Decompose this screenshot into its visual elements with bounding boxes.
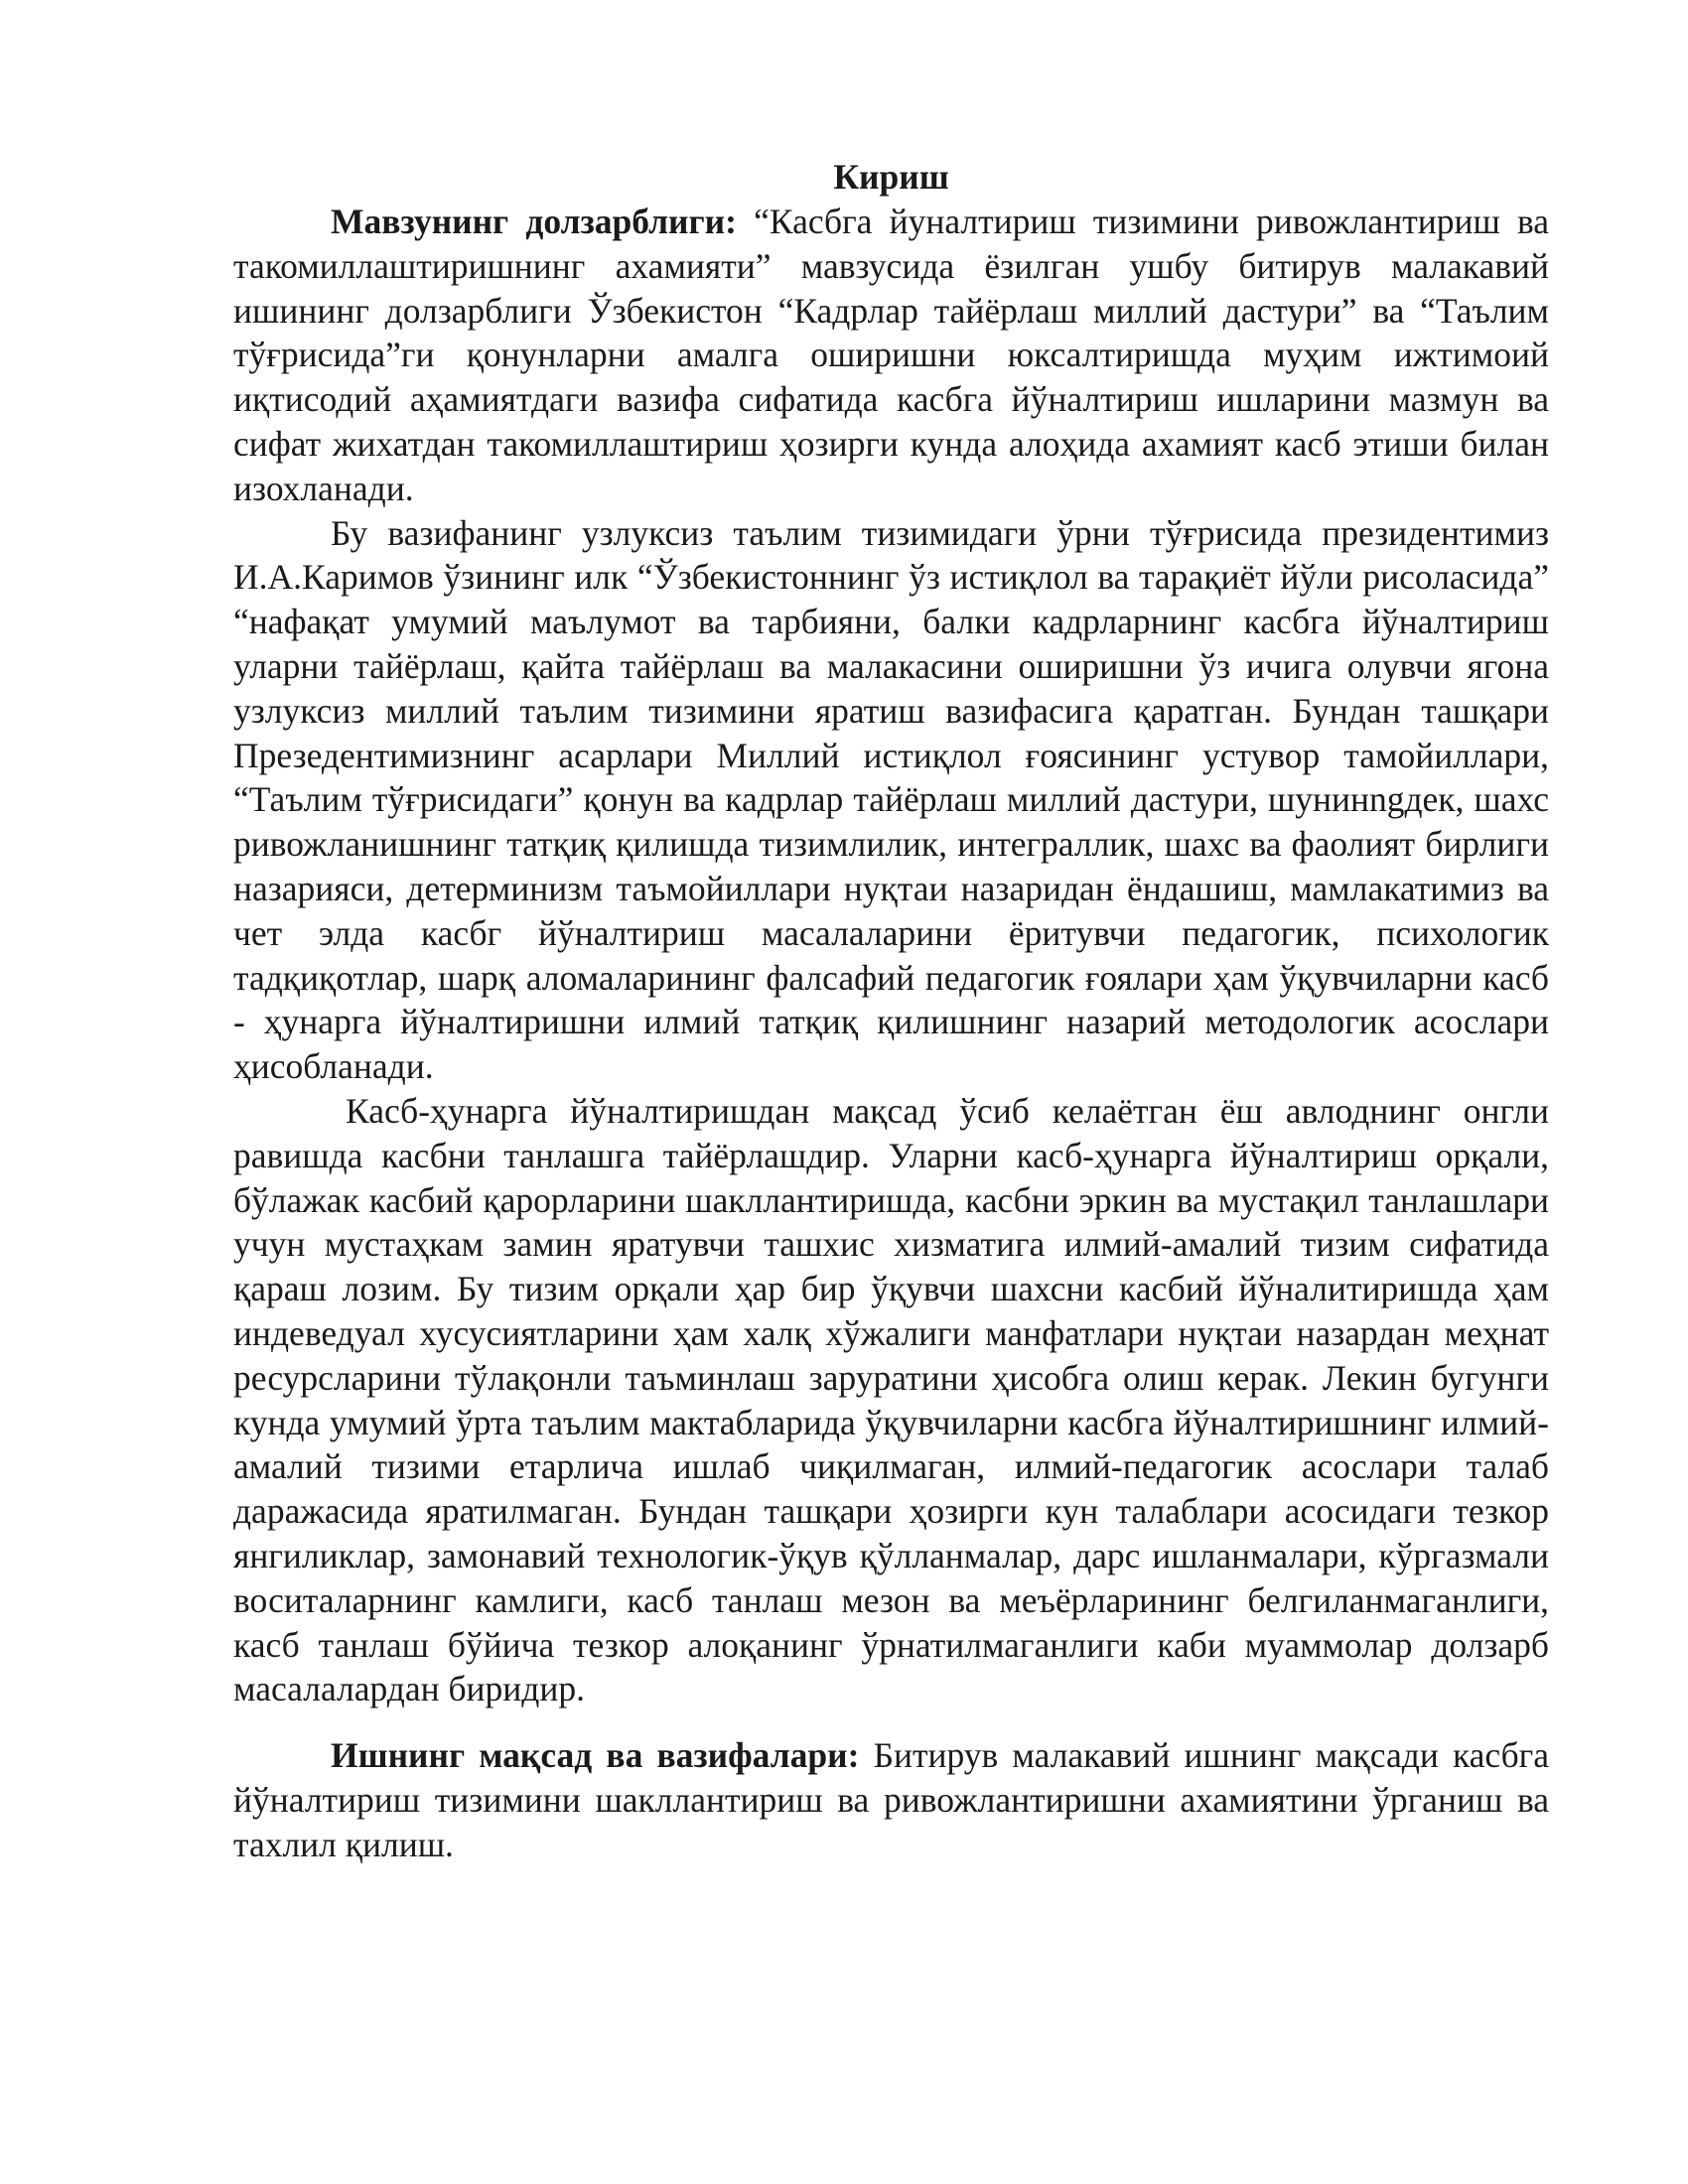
document-page	[233, 155, 1549, 1866]
aims-text: Битирув малакавий ишнинг мақсади касбга йўналтириш тизимини шакллантириш ва ривожлантиришни ахамиятини ўрганиш ва тахлил қилиш.	[233, 1735, 1549, 1864]
paragraph-career-guidance-goal	[233, 1089, 1549, 1711]
document-title: Кириш	[833, 157, 949, 197]
career-guidance-text: Касб-ҳунарга йўналтиришдан мақсад ўсиб келаётган ёш авлоднинг онгли равишда касбни танлашга тайёрлашдир. Уларни касб-ҳунарга йўналтириш орқали, бўлажак касбий қарорларини шакллантиришда, касбни эркин ва мустақил танлашлари учун мустаҳкам замин яратувчи ташхис хизматига илмий-амалий тизим сифатида қараш лозим. Бу тизим орқали ҳар бир ўқувчи шахсни касбий йўналитиришда ҳам индеведуал хусусиятларини ҳам халқ хўжалиги манфатлари нуқтаи назардан меҳнат ресурсларини тўлақонли таъминлаш заруратини ҳисобга олиш керак. Лекин бугунги кунда умумий ўрта таълим мактабларида ўқувчиларни касбга йўналтиришнинг илмий-амалий тизими етарлича ишлаб чиқилмаган, илмий-педагогик асослари талаб даражасида яратилмаган. Бундан ташқари ҳозирги кун талаблари асосидаги тезкор янгиликлар, замонавий технологик-ўқув қўлланмалар, дарс ишланмалари, кўргазмали воситаларнинг камлиги, касб танлаш мезон ва меъёрларининг белгиланмаганлиги, касб танлаш бўйича тезкор алоқанинг ўрнатилмаганлиги каби муаммолар долзарб масалалардан биридир.	[233, 1090, 1549, 1709]
paragraph-relevance	[233, 200, 1549, 511]
president-role-text: Бу вазифанинг узлуксиз таълим тизимидаги ўрни тўғрисида президентимиз И.А.Каримов ўзининг илк “Ўзбекистоннинг ўз истиқлол ва тарақиёт йўли рисоласида” “нафақат умумий маълумот ва тарбияни, балки кадрларнинг касбга йўналтириш уларни тайёрлаш, қайта тайёрлаш ва малакасини оширишни ўз ичига олувчи ягона узлуксиз миллий таълим тизимини яратиш вазифасига қаратган. Бундан ташқари Презедентимизнинг асарлари Миллий истиқлол ғоясининг устувор тамойиллари, “Таълим тўғрисидаги” қонун ва кадрлар тайёрлаш миллий дастури, шунинngдек, шахс ривожланишнинг татқиқ қилишда тизимлилик, интеграллик, шахс ва фаолият бирлиги назарияси, детерминизм таъмойиллари нуқтаи назаридан ёндашиш, мамлакатимиз ва чет элда касбг йўналтириш масалаларини ёритувчи педагогик, психологик тадқиқотлар, шарқ аломаларининг фалсафий педагогик ғоялари ҳам ўқувчиларни касб - ҳунарга йўналтиришни илмий татқиқ қилишнинг назарий методологик асослари ҳисобланади.	[233, 512, 1549, 1087]
aims-heading: Ишнинг мақсад ва вазифалари:	[331, 1735, 860, 1776]
relevance-text: “Касбга йуналтириш тизимини ривожлантириш ва такомиллаштиришнинг ахамияти” мавзусида ёзилган ушбу битирув малакавий ишининг долзарблиги Ўзбекистон “Кадрлар тайёрлаш миллий дастури” ва “Таълим тўғрисида”ги қонунларни амалга оширишни юксалтиришда муҳим ижтимоий иқтисодий аҳамиятдаги вазифа сифатида касбга йўналтириш ишларини мазмун ва сифат жихатдан такомиллаштириш ҳозирги кунда алоҳида ахамият касб этиши билан изохланади.	[233, 202, 1550, 508]
paragraph-president-role	[233, 511, 1549, 1089]
paragraph-aims-tasks	[233, 1733, 1549, 1866]
relevance-heading: Мавзунинг долзарблиги:	[331, 202, 737, 241]
